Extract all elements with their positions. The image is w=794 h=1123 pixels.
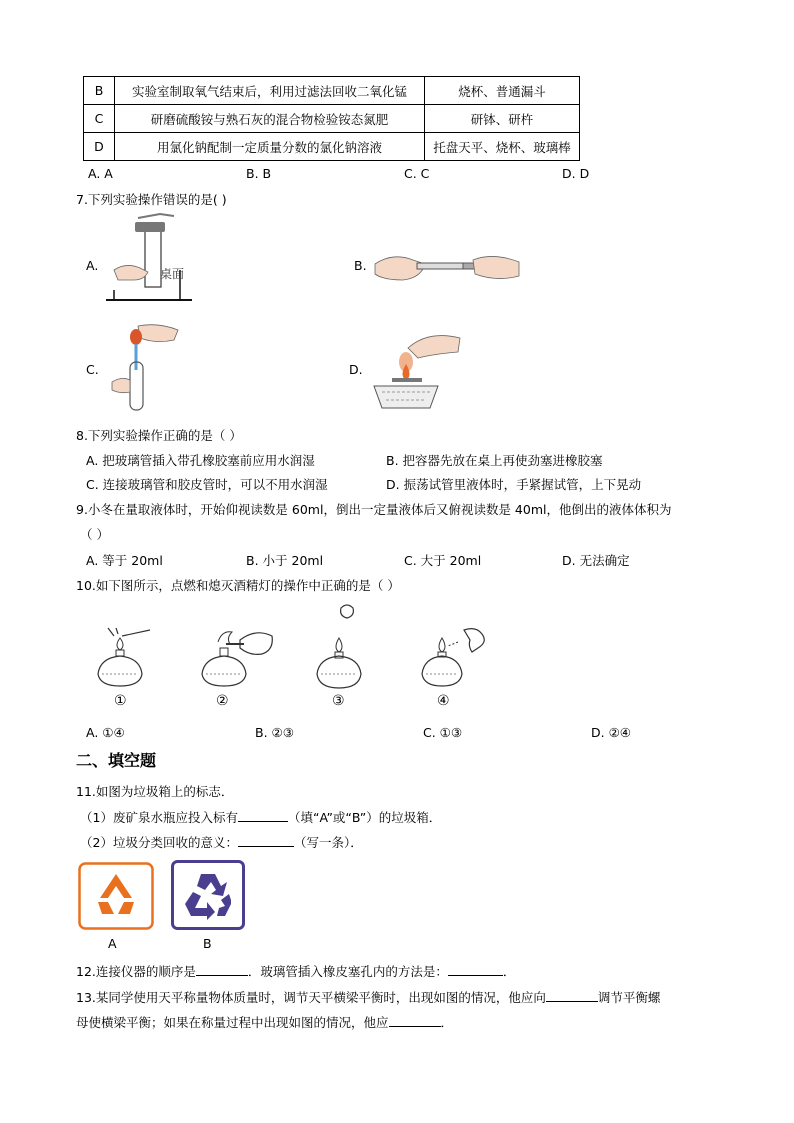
sign-b-icon: [171, 860, 245, 930]
figure-connect-tube: [373, 250, 523, 284]
row-key: C: [84, 105, 115, 133]
q11-sub1-post: （填“A”或“B”）的垃圾箱．: [287, 810, 442, 825]
q11-sub1: [80, 808, 441, 826]
lamp-label-4: ④: [437, 693, 450, 709]
q10-option-d: D. ②④: [591, 725, 631, 740]
q11-stem: 11.如图为垃圾箱上的标志．: [76, 784, 234, 799]
q13-line1: [76, 988, 660, 1006]
q12-answer-blank-1[interactable]: [196, 964, 248, 976]
q7-stem: 7.下列实验操作错误的是( ): [76, 192, 227, 207]
section-title: 二、填空题: [76, 751, 157, 770]
q11-sub1-pre: （1）废矿泉水瓶应投入标有: [80, 810, 238, 825]
row-key: B: [84, 77, 115, 105]
q13-line1-pre: 13.某同学使用天平称量物体质量时，调节天平横梁平衡时，出现如图的情况，他应向: [76, 990, 546, 1005]
lamp-figure-1: [92, 628, 152, 690]
q13-line1-post: 调节平衡螺: [597, 990, 661, 1005]
lamp-figure-4: [418, 624, 490, 690]
figure-dropper: [108, 322, 188, 414]
q10-stem: 10.如下图所示，点燃和熄灭酒精灯的操作中正确的是（ ）: [76, 578, 400, 593]
q7-label-a: A.: [86, 258, 99, 273]
q11-sub2-post: （写一条）．: [293, 835, 363, 850]
q12-pre: 12.连接仪器的顺序是: [76, 964, 196, 979]
row-key: D: [84, 133, 115, 161]
q6-option-c: C. C: [404, 166, 430, 181]
q9-stem-line2: （ ）: [80, 527, 109, 542]
sign-b-label: B: [203, 936, 212, 951]
q9-option-d: D. 无法确定: [562, 553, 630, 568]
figure-heating: [368, 330, 463, 414]
row-experiment: 用氯化钠配制一定质量分数的氯化钠溶液: [115, 133, 425, 161]
table-row: [84, 77, 580, 105]
q13-answer-blank-1[interactable]: [546, 990, 598, 1002]
q8-option-c: C. 连接玻璃管和胶皮管时，可以不用水润湿: [86, 477, 328, 492]
options-table: [83, 76, 580, 161]
q7-label-d: D.: [349, 362, 363, 377]
q6-option-d: D. D: [562, 166, 590, 181]
q13-answer-blank-2[interactable]: [389, 1015, 441, 1027]
q11-sub2-pre: （2）垃圾分类回收的意义：: [80, 835, 238, 850]
sign-a-icon: [78, 862, 154, 930]
q12-post: ．: [502, 964, 516, 979]
q12-text: [76, 962, 515, 980]
q9-option-a: A. 等于 20ml: [86, 553, 163, 568]
q6-option-a: A. A: [88, 166, 113, 181]
q12-answer-blank-2[interactable]: [448, 964, 503, 976]
q10-option-a: A. ①④: [86, 725, 125, 740]
row-equipment: 研钵、研杵: [425, 105, 580, 133]
q12-mid: ．玻璃管插入橡皮塞孔内的方法是：: [247, 964, 448, 979]
q9-stem-line1: 9.小冬在量取液体时，开始仰视读数是 60ml，倒出一定量液体后又俯视读数是 40ml，他倒出的液体体积为: [76, 502, 672, 517]
q11-sub2: [80, 833, 363, 851]
lamp-figure-2: [196, 628, 276, 690]
sign-a-label: A: [108, 936, 117, 951]
q10-option-b: B. ②③: [255, 725, 294, 740]
q6-option-b: B. B: [246, 166, 272, 181]
q13-line2: [76, 1013, 453, 1031]
lamp-label-3: ③: [332, 693, 345, 709]
q11-answer-blank-2[interactable]: [238, 835, 294, 847]
lamp-label-2: ②: [216, 693, 229, 709]
q10-option-c: C. ①③: [423, 725, 463, 740]
q8-stem: 8.下列实验操作正确的是（ ）: [76, 428, 242, 443]
desk-label: 桌面: [160, 267, 185, 281]
q13-line2-pre: 母使横梁平衡；如果在称量过程中出现如图的情况，他应: [76, 1015, 389, 1030]
row-experiment: 实验室制取氧气结束后，利用过滤法回收二氧化锰: [115, 77, 425, 105]
q9-option-b: B. 小于 20ml: [246, 553, 324, 568]
row-equipment: 烧杯、普通漏斗: [425, 77, 580, 105]
row-equipment: 托盘天平、烧杯、玻璃棒: [425, 133, 580, 161]
q9-option-c: C. 大于 20ml: [404, 553, 482, 568]
q7-label-c: C.: [86, 362, 99, 377]
lamp-label-1: ①: [114, 693, 127, 709]
q11-answer-blank-1[interactable]: [238, 810, 288, 822]
figure-insert-stopper: [100, 210, 210, 305]
q8-option-a: A. 把玻璃管插入带孔橡胶塞前应用水润湿: [86, 453, 315, 468]
q8-option-b: B. 把容器先放在桌上再使劲塞进橡胶塞: [386, 453, 603, 468]
q7-label-b: B.: [354, 258, 367, 273]
q13-line2-post: ．: [440, 1015, 454, 1030]
q8-option-d: D. 振荡试管里液体时，手紧握试管，上下晃动: [386, 477, 642, 492]
row-experiment: 研磨硫酸铵与熟石灰的混合物检验铵态氮肥: [115, 105, 425, 133]
lamp-figure-3: [311, 600, 371, 690]
table-row: [84, 105, 580, 133]
table-row: [84, 133, 580, 161]
